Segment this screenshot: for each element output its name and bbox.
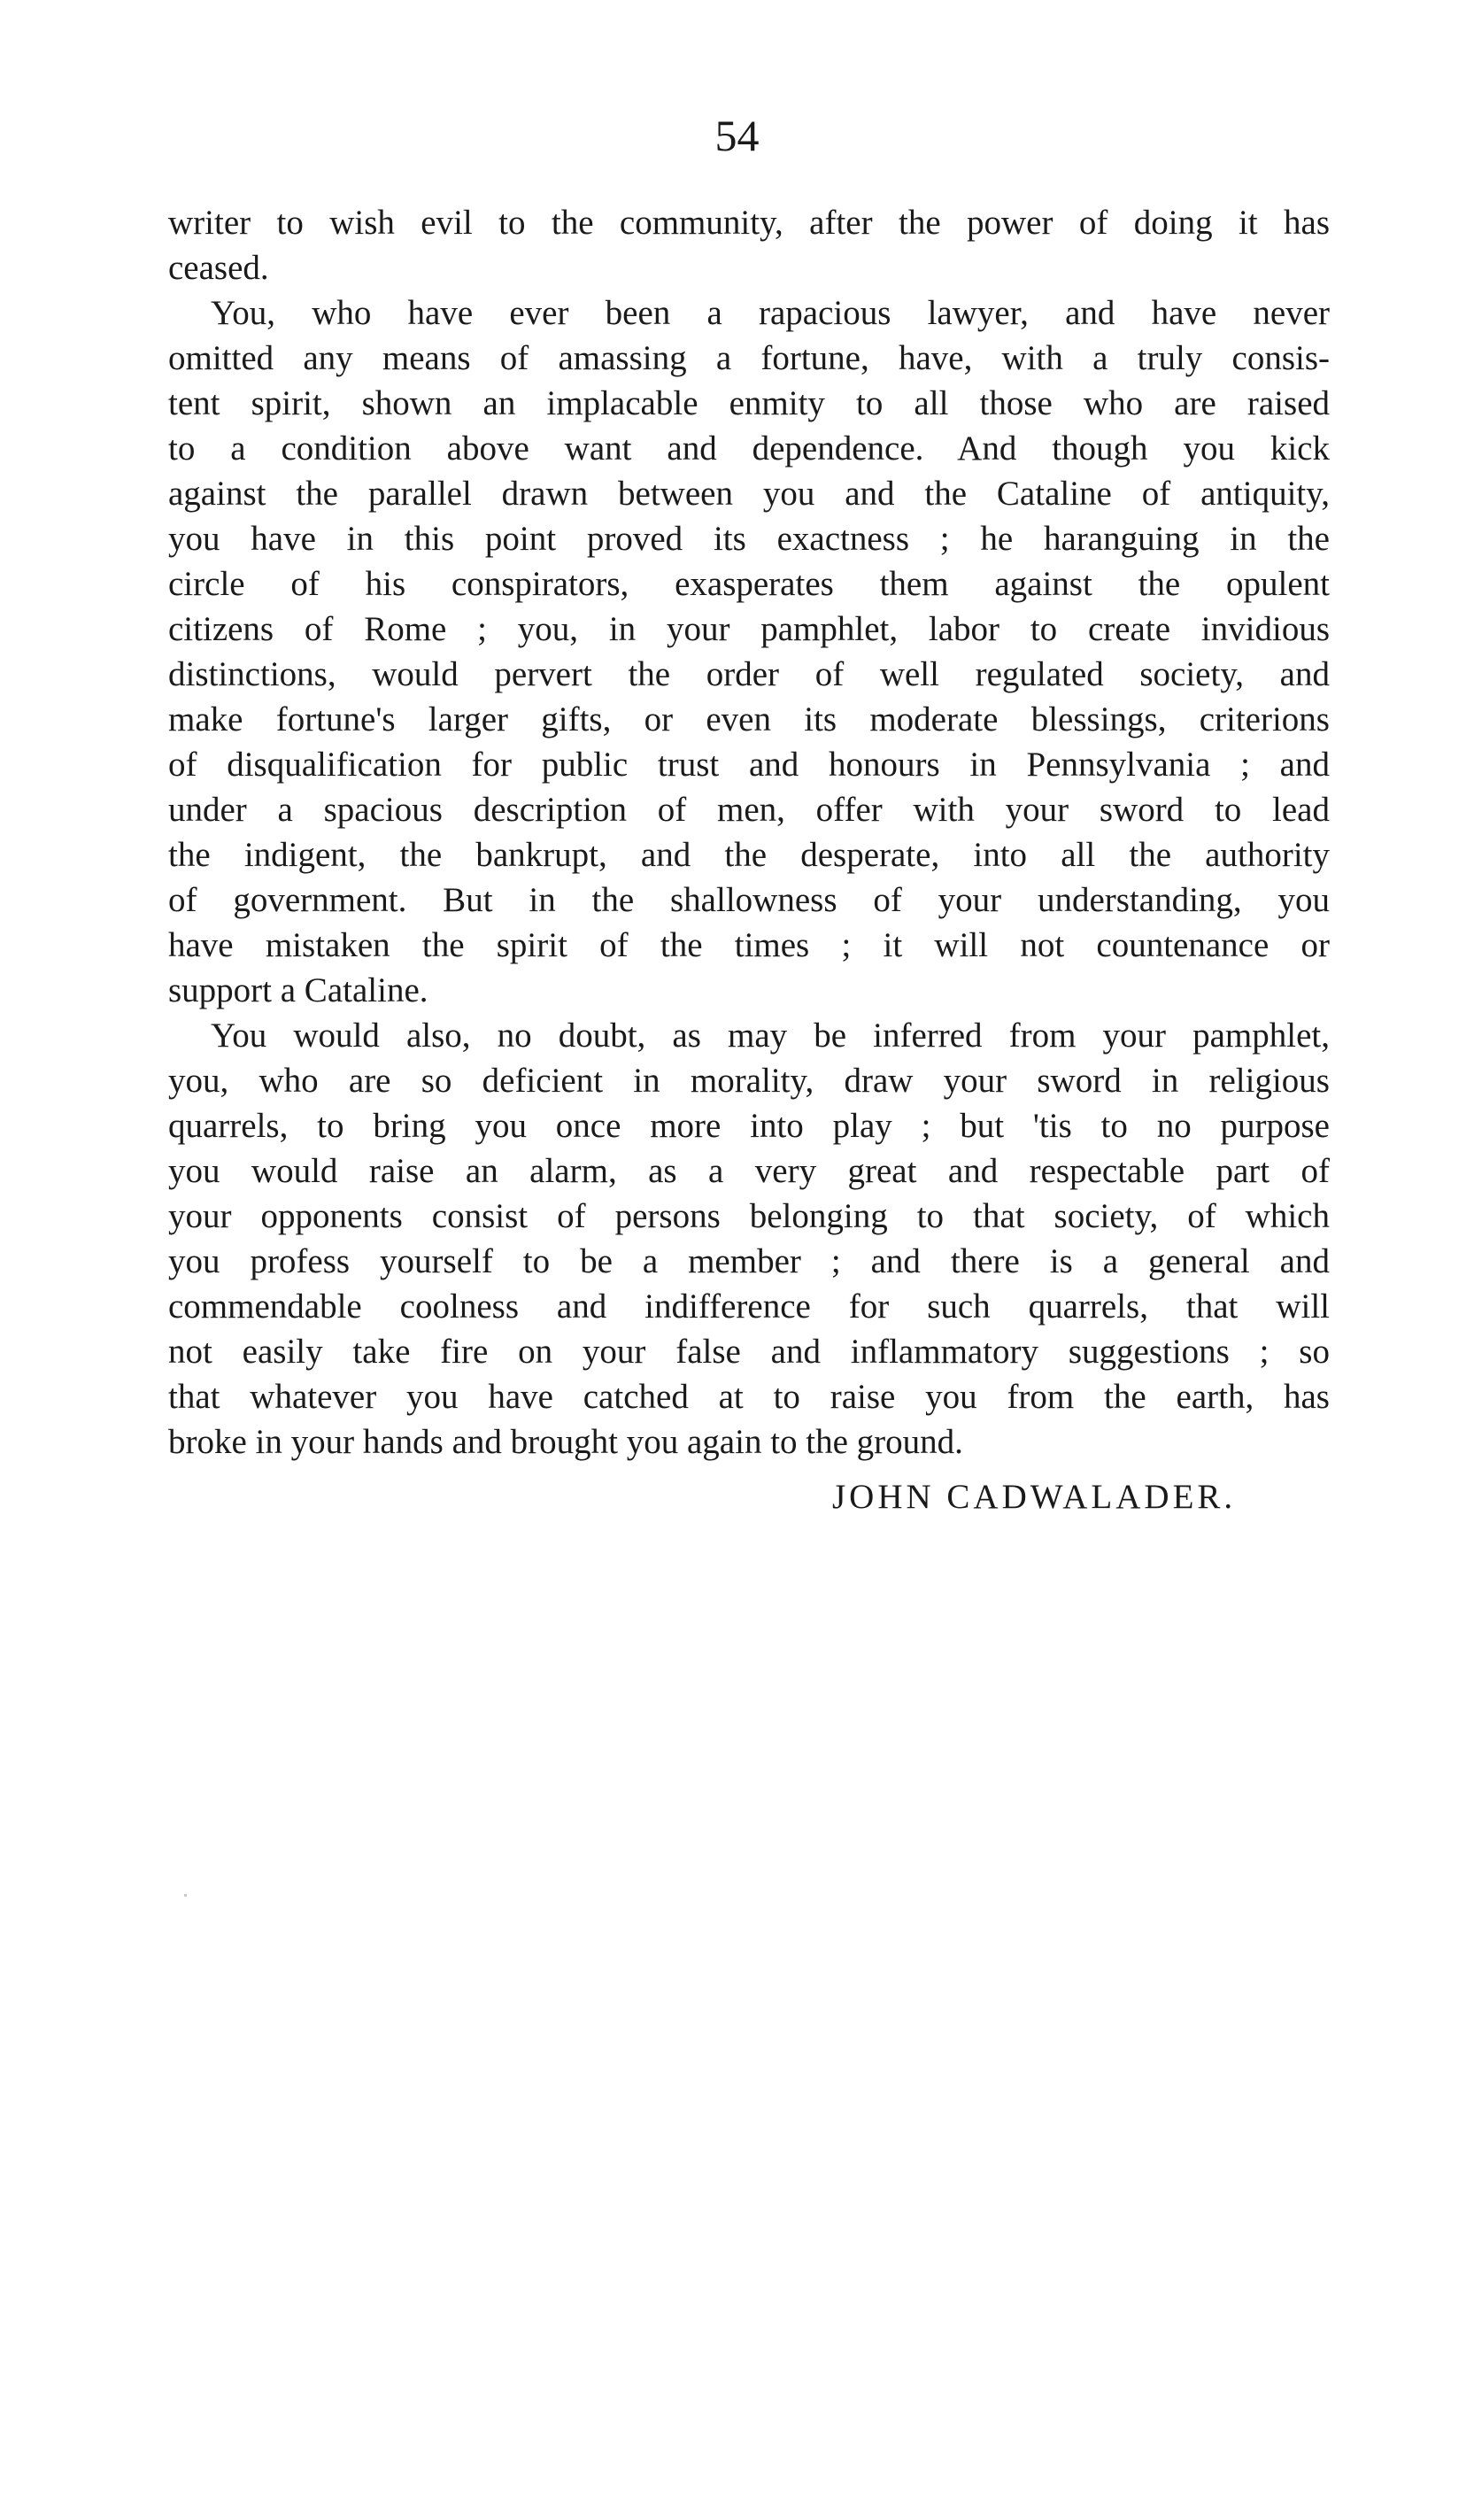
text-line: support a Cataline.: [168, 971, 428, 1009]
text-line: writer to wish evil to the community, after the power of doing it has: [168, 204, 1330, 242]
text-line: that whatever you have catched at to raise you from the earth, has: [168, 1378, 1330, 1416]
paper-speck: [184, 1894, 187, 1897]
text-line: of government. But in the shallowness of your understanding, you: [168, 881, 1330, 919]
body-text: [168, 200, 1330, 1465]
text-line: to a condition above want and dependence. And though you kick: [168, 429, 1330, 468]
text-line: circle of his conspirators, exasperates them against the opulent: [168, 565, 1330, 603]
text-line: tent spirit, shown an implacable enmity to all those who are raised: [168, 384, 1330, 422]
text-line: You would also, no doubt, as may be inferred from your pamphlet,: [211, 1017, 1330, 1055]
text-line: citizens of Rome ; you, in your pamphlet, labor to create invidious: [168, 610, 1330, 648]
text-line: have mistaken the spirit of the times ; it will not countenance or: [168, 926, 1330, 964]
text-line: you profess yourself to be a member ; and there is a general and: [168, 1242, 1330, 1280]
text-line: make fortune's larger gifts, or even its moderate blessings, criterions: [168, 700, 1330, 738]
text-line: against the parallel drawn between you and the Cataline of antiquity,: [168, 475, 1330, 513]
text-line: broke in your hands and brought you again to the ground.: [168, 1423, 963, 1461]
text-line: of disqualification for public trust and honours in Pennsylvania ; and: [168, 746, 1330, 784]
text-line: under a spacious description of men, offer with your sword to lead: [168, 791, 1330, 829]
text-line: you, who are so deficient in morality, draw your sword in religious: [168, 1062, 1330, 1100]
text-line: ceased.: [168, 249, 269, 287]
text-line: your opponents consist of persons belonging to that society, of which: [168, 1197, 1330, 1235]
text-line: distinctions, would pervert the order of well regulated society, and: [168, 655, 1330, 693]
text-line: the indigent, the bankrupt, and the desperate, into all the authority: [168, 836, 1330, 874]
text-line: not easily take fire on your false and inflammatory suggestions ; so: [168, 1333, 1330, 1371]
text-line: You, who have ever been a rapacious lawyer, and have never: [211, 294, 1330, 332]
page-number: 54: [714, 111, 760, 160]
signature: JOHN CADWALADER.: [832, 1478, 1237, 1516]
text-line: quarrels, to bring you once more into play ; but 'tis to no purpose: [168, 1107, 1330, 1145]
text-line: commendable coolness and indifference for such quarrels, that will: [168, 1287, 1330, 1326]
text-line: you would raise an alarm, as a very great and respectable part of: [168, 1152, 1330, 1190]
text-line: you have in this point proved its exactness ; he haranguing in the: [168, 520, 1330, 558]
text-line: omitted any means of amassing a fortune, have, with a truly consis-: [168, 339, 1330, 377]
